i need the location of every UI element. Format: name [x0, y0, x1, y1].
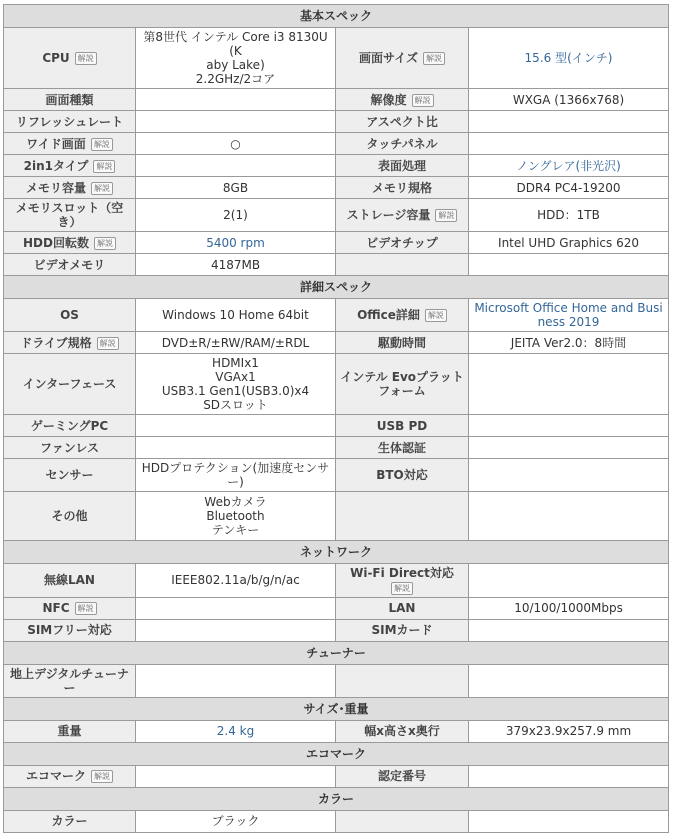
section-header-color	[4, 787, 669, 810]
row-label-video-memory: ビデオメモリ	[4, 254, 136, 276]
value-wifi-direct	[469, 564, 669, 598]
row-label-cpu	[4, 28, 136, 89]
section-header-tuner	[4, 641, 669, 664]
row-label-fanless: ファンレス	[4, 437, 136, 459]
label-text: メモリ容量	[25, 180, 86, 195]
row-label-resolution	[336, 89, 469, 111]
table-row	[4, 492, 669, 541]
label-text: ドライブ規格	[20, 335, 92, 350]
value-empty	[469, 492, 669, 541]
value-surface[interactable]	[469, 155, 669, 177]
row-label-hdd-rpm	[4, 232, 136, 254]
row-label-2in1	[4, 155, 136, 177]
table-row	[4, 232, 669, 254]
row-label-empty	[336, 810, 469, 832]
value-line: Bluetooth	[206, 509, 265, 523]
row-label-screen-size	[336, 28, 469, 89]
table-row	[4, 437, 669, 459]
value-other	[136, 492, 336, 541]
value-empty	[469, 810, 669, 832]
value-memory-slot: 2(1)	[136, 199, 336, 232]
table-row	[4, 564, 669, 598]
row-label-lan: LAN	[336, 597, 469, 619]
row-label-video-chip: ビデオチップ	[336, 232, 469, 254]
value-dimensions: 379x23.9x257.9 mm	[469, 720, 669, 742]
label-text: ストレージ容量	[346, 208, 431, 222]
value-digital-tuner	[136, 664, 336, 697]
section-title: カラー	[4, 787, 669, 810]
table-row	[4, 155, 669, 177]
row-label-biometric: 生体認証	[336, 437, 469, 459]
value-wide: ○	[136, 133, 336, 155]
table-row	[4, 619, 669, 641]
table-row	[4, 765, 669, 787]
value-weight[interactable]	[136, 720, 336, 742]
value-interface	[136, 354, 336, 415]
value-line: HDMIx1	[212, 356, 259, 370]
screen-size-link[interactable]: 15.6 型(インチ)	[524, 51, 613, 65]
row-label-screen-type: 画面種類	[4, 89, 136, 111]
label-text: CPU	[42, 51, 70, 65]
row-label-storage	[336, 199, 469, 232]
value-wlan: IEEE802.11a/b/g/n/ac	[136, 564, 336, 598]
row-label-drive	[4, 332, 136, 354]
value-touch	[469, 133, 669, 155]
value-simfree	[136, 619, 336, 641]
section-title: 基本スペック	[4, 5, 669, 28]
explain-badge-nfc[interactable]: 解説	[75, 602, 97, 615]
label-text: ワイド画面	[26, 136, 86, 151]
value-biometric	[469, 437, 669, 459]
section-title: 詳細スペック	[4, 276, 669, 299]
section-header-basic	[4, 5, 669, 28]
value-video-memory: 4187MB	[136, 254, 336, 276]
row-label-wide	[4, 133, 136, 155]
row-label-other: その他	[4, 492, 136, 541]
section-title: エコマーク	[4, 742, 669, 765]
explain-badge-ecomark[interactable]: 解説	[91, 770, 113, 783]
row-label-memory-slot: メモリスロット（空き）	[4, 199, 136, 232]
table-row	[4, 597, 669, 619]
table-row	[4, 133, 669, 155]
value-line: 2.2GHz/2コア	[195, 72, 276, 86]
row-label-empty	[336, 254, 469, 276]
table-row	[4, 664, 669, 697]
label-text: 画面サイズ	[358, 51, 419, 65]
row-label-empty	[336, 492, 469, 541]
row-label-dimensions: 幅x高さx奥行	[336, 720, 469, 742]
value-line: aby Lake)	[206, 58, 265, 72]
table-row	[4, 720, 669, 742]
row-label-touch: タッチパネル	[336, 133, 469, 155]
row-label-interface: インターフェース	[4, 354, 136, 415]
row-label-office	[336, 299, 469, 332]
value-line: 第8世代 インテル Core i3 8130U(K	[143, 30, 328, 58]
row-label-color: カラー	[4, 810, 136, 832]
row-label-memory-standard: メモリ規格	[336, 177, 469, 199]
table-row	[4, 459, 669, 492]
table-row	[4, 810, 669, 832]
weight-link[interactable]: 2.4 kg	[216, 724, 255, 738]
value-lan: 10/100/1000Mbps	[469, 597, 669, 619]
value-line: SDスロット	[203, 398, 268, 412]
row-label-os: OS	[4, 299, 136, 332]
value-fanless	[136, 437, 336, 459]
row-label-cert-number: 認定番号	[336, 765, 469, 787]
value-os: Windows 10 Home 64bit	[136, 299, 336, 332]
table-row	[4, 354, 669, 415]
row-label-bto: BTO対応	[336, 459, 469, 492]
table-row	[4, 332, 669, 354]
value-drive: DVD±R/±RW/RAM/±RDL	[136, 332, 336, 354]
value-simcard	[469, 619, 669, 641]
table-row	[4, 28, 669, 89]
row-label-usb-pd: USB PD	[336, 415, 469, 437]
value-2in1	[136, 155, 336, 177]
table-row	[4, 177, 669, 199]
value-memory: 8GB	[136, 177, 336, 199]
value-office[interactable]	[469, 299, 669, 332]
value-gaming	[136, 415, 336, 437]
value-line: USB3.1 Gen1(USB3.0)x4	[161, 384, 310, 398]
table-row	[4, 415, 669, 437]
row-label-evo: インテル Evoプラットフォーム	[336, 354, 469, 415]
table-row	[4, 89, 669, 111]
value-cpu	[136, 28, 336, 89]
explain-badge-cpu[interactable]: 解説	[75, 52, 97, 65]
explain-badge-office[interactable]: 解説	[425, 309, 447, 322]
row-label-wifi-direct	[336, 564, 469, 598]
explain-badge-resolution[interactable]: 解説	[412, 94, 434, 107]
label-text: Wi-Fi Direct対応	[350, 566, 454, 580]
value-sensor: HDDプロテクション(加速度センサー)	[136, 459, 336, 492]
value-hdd-rpm[interactable]	[136, 232, 336, 254]
section-title: サイズ･重量	[4, 697, 669, 720]
explain-badge-hdd-rpm[interactable]: 解説	[94, 237, 116, 250]
row-label-memory	[4, 177, 136, 199]
value-video-chip: Intel UHD Graphics 620	[469, 232, 669, 254]
label-text: HDD回転数	[23, 235, 89, 250]
row-label-ecomark	[4, 765, 136, 787]
value-screen-size[interactable]	[469, 28, 669, 89]
row-label-surface: 表面処理	[336, 155, 469, 177]
value-cert-number	[469, 765, 669, 787]
row-label-simcard: SIMカード	[336, 619, 469, 641]
explain-badge-screen-size[interactable]: 解説	[423, 52, 445, 65]
explain-badge-wide[interactable]: 解説	[91, 138, 113, 151]
surface-link[interactable]: ノングレア(非光沢)	[516, 158, 621, 173]
row-label-empty	[336, 664, 469, 697]
value-line: Webカメラ	[204, 495, 267, 509]
value-line: VGAx1	[215, 370, 256, 384]
table-row	[4, 254, 669, 276]
section-header-network	[4, 541, 669, 564]
value-bto	[469, 459, 669, 492]
label-text: NFC	[42, 601, 70, 615]
row-label-nfc	[4, 597, 136, 619]
value-aspect	[469, 111, 669, 133]
table-row	[4, 199, 669, 232]
section-title: チューナー	[4, 641, 669, 664]
row-label-refresh-rate: リフレッシュレート	[4, 111, 136, 133]
row-label-simfree: SIMフリー対応	[4, 619, 136, 641]
value-usb-pd	[469, 415, 669, 437]
value-refresh-rate	[136, 111, 336, 133]
explain-badge-memory[interactable]: 解説	[91, 182, 113, 195]
explain-badge-2in1[interactable]: 解説	[93, 160, 115, 173]
value-battery: JEITA Ver2.0：8時間	[469, 332, 669, 354]
section-header-eco	[4, 742, 669, 765]
row-label-digital-tuner: 地上デジタルチューナー	[4, 664, 136, 697]
table-row	[4, 111, 669, 133]
value-line: テンキー	[211, 523, 260, 537]
value-nfc	[136, 597, 336, 619]
spec-table	[3, 4, 669, 833]
office-link[interactable]: Microsoft Office Home and Business 2019	[474, 301, 663, 329]
explain-badge-storage[interactable]: 解説	[435, 209, 457, 222]
row-label-weight: 重量	[4, 720, 136, 742]
row-label-battery: 駆動時間	[336, 332, 469, 354]
value-resolution: WXGA (1366x768)	[469, 89, 669, 111]
row-label-sensor: センサー	[4, 459, 136, 492]
section-header-size-weight	[4, 697, 669, 720]
explain-badge-wifi-direct[interactable]: 解説	[391, 582, 413, 595]
value-color: ブラック	[136, 810, 336, 832]
label-text: エコマーク	[25, 769, 86, 783]
value-empty	[469, 664, 669, 697]
row-label-wlan: 無線LAN	[4, 564, 136, 598]
explain-badge-drive[interactable]: 解説	[97, 337, 119, 350]
row-label-aspect: アスペクト比	[336, 111, 469, 133]
value-storage: HDD：1TB	[469, 199, 669, 232]
value-screen-type	[136, 89, 336, 111]
label-text: 2in1タイプ	[23, 158, 89, 173]
value-evo	[469, 354, 669, 415]
value-memory-standard: DDR4 PC4-19200	[469, 177, 669, 199]
value-empty	[469, 254, 669, 276]
label-text: 解像度	[370, 92, 407, 107]
hdd-rpm-link[interactable]: 5400 rpm	[206, 235, 265, 250]
label-text: Office詳細	[357, 308, 420, 322]
section-header-detail	[4, 276, 669, 299]
table-row	[4, 299, 669, 332]
value-ecomark	[136, 765, 336, 787]
section-title: ネットワーク	[4, 541, 669, 564]
row-label-gaming: ゲーミングPC	[4, 415, 136, 437]
